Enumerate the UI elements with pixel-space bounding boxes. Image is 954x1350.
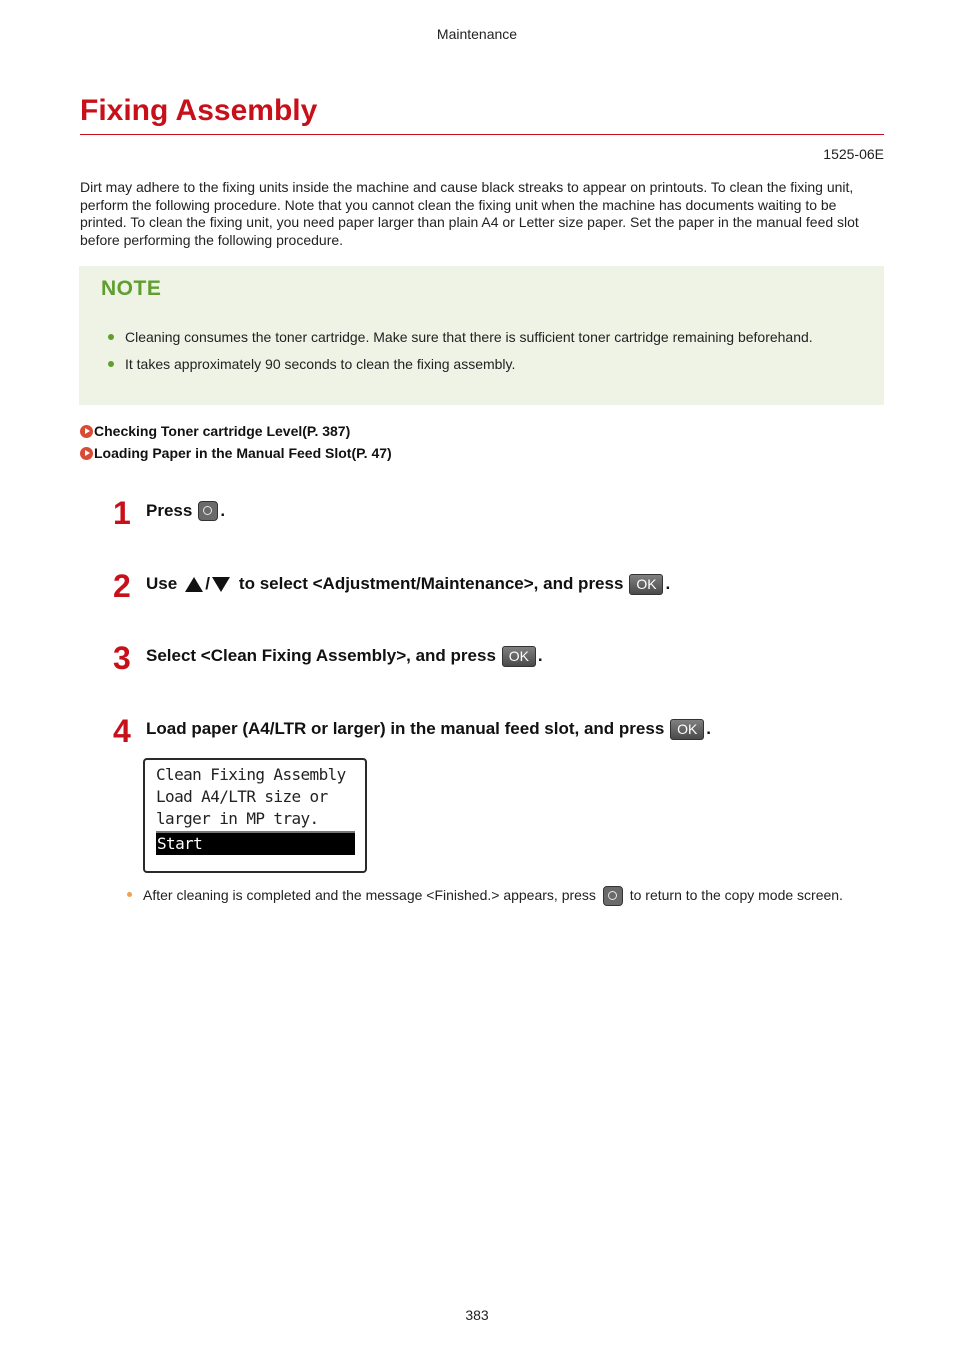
page-number: 383 (465, 1307, 489, 1323)
step-1-text: Press . (146, 501, 226, 520)
link-toner-level[interactable]: Checking Toner cartridge Level(P. 387) (80, 423, 350, 439)
step-3-text: Select <Clean Fixing Assembly>, and press OK . (146, 646, 543, 665)
bullet-icon (127, 892, 132, 897)
intro-paragraph: Dirt may adhere to the fixing units inside the machine and cause black streaks to appear on printouts. To clean the fixing unit, perform the following procedure. Note that you cannot clean the fixing unit when the machine has documents waiting to be printed. To clean the fixing unit, you need paper larger than plain A4 or Letter size paper. Set the paper in the manual feed slot before performing the following procedure. (80, 179, 859, 248)
bullet-icon (108, 334, 114, 340)
link-arrow-icon (80, 425, 93, 438)
step-number: 3 (113, 640, 131, 676)
step-number: 4 (113, 713, 131, 749)
note-item: Cleaning consumes the toner cartridge. Make sure that there is sufficient toner cartridge remaining beforehand. (106, 326, 826, 348)
arrow-down-icon (212, 577, 230, 592)
link-arrow-icon (80, 447, 93, 460)
title-divider (80, 134, 884, 135)
note-title: NOTE (101, 277, 162, 300)
tip-list (125, 882, 865, 909)
page-header-section: Maintenance (436, 26, 518, 42)
ok-key-icon: OK (670, 719, 704, 740)
lcd-display (143, 758, 367, 873)
lcd-selected-item: Start (156, 831, 355, 855)
document-id: 1525-06E (823, 146, 884, 162)
step-number: 1 (113, 495, 131, 531)
step-2-text: Use / to select <Adjustment/Maintenance>, and press OK . (146, 574, 671, 593)
bullet-icon (108, 361, 114, 367)
lcd-line: Clean Fixing Assembly (156, 765, 346, 784)
step-4-text: Load paper (A4/LTR or larger) in the manual feed slot, and press OK . (146, 719, 712, 738)
lcd-line: Load A4/LTR size or (156, 787, 328, 806)
ok-key-icon: OK (502, 646, 536, 667)
home-key-icon (198, 501, 218, 521)
ok-key-icon: OK (629, 574, 663, 595)
note-list (106, 326, 826, 380)
note-item: It takes approximately 90 seconds to clean the fixing assembly. (106, 353, 826, 375)
lcd-line: larger in MP tray. (156, 809, 319, 828)
link-manual-feed[interactable]: Loading Paper in the Manual Feed Slot(P. 47) (80, 445, 392, 461)
page-title: Fixing Assembly (80, 94, 318, 127)
arrow-up-icon (185, 577, 203, 592)
home-key-icon (603, 886, 623, 906)
tip-item: After cleaning is completed and the message <Finished.> appears, press to return to the copy mode screen. (125, 882, 865, 909)
step-number: 2 (113, 568, 131, 604)
